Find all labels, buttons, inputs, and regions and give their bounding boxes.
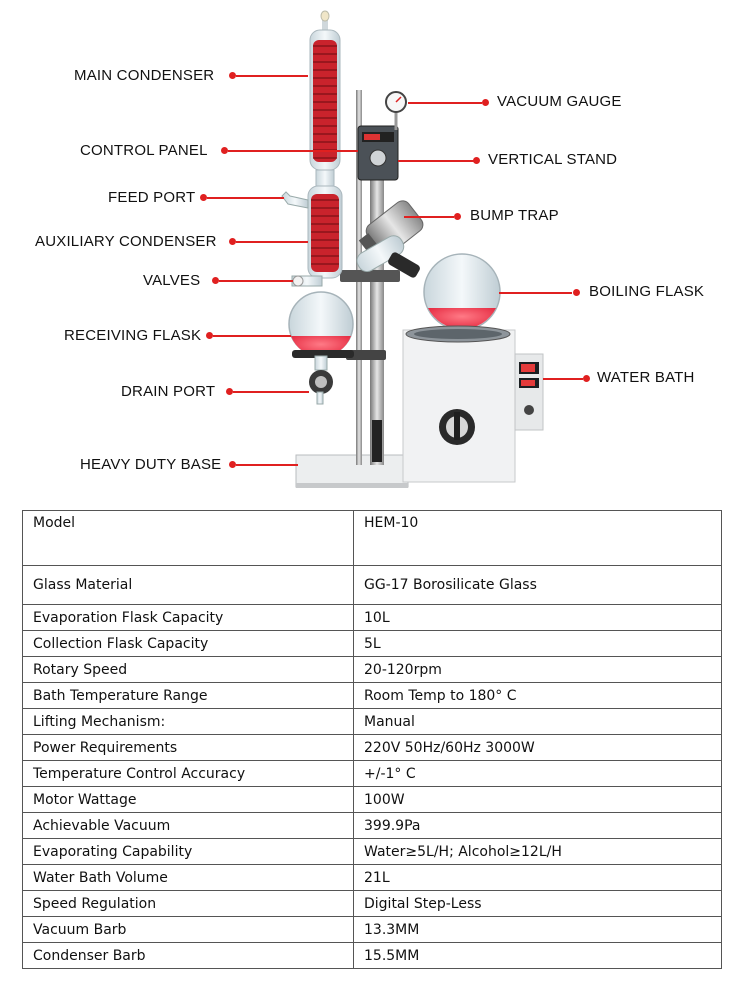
spec-value: 20-120rpm (354, 657, 722, 683)
specification-table (22, 510, 722, 969)
table-row (23, 891, 722, 917)
receiving-flask-leader (213, 335, 291, 337)
control-panel-marker (221, 147, 228, 154)
spec-key: Achievable Vacuum (23, 813, 354, 839)
spec-value: 13.3MM (354, 917, 722, 943)
spec-key: Water Bath Volume (23, 865, 354, 891)
heavy-duty-base (296, 455, 408, 487)
spec-key: Bath Temperature Range (23, 683, 354, 709)
water-bath-leader (543, 378, 583, 380)
spec-key: Vacuum Barb (23, 917, 354, 943)
auxiliary-condenser-leader (236, 241, 308, 243)
label-heavy-duty-base: HEAVY DUTY BASE (80, 456, 222, 473)
table-row (23, 735, 722, 761)
boiling-flask-leader (499, 292, 572, 294)
spec-value: Manual (354, 709, 722, 735)
vacuum-gauge-marker (482, 99, 489, 106)
spec-value: 15.5MM (354, 943, 722, 969)
table-row (23, 865, 722, 891)
vertical-stand-leader (398, 160, 474, 162)
main-condenser-marker (229, 72, 236, 79)
spec-key: Glass Material (23, 566, 354, 605)
spec-value: +/-1° C (354, 761, 722, 787)
label-water-bath: WATER BATH (597, 369, 695, 386)
spec-value: 5L (354, 631, 722, 657)
valves-marker (212, 277, 219, 284)
boiling-flask-marker (573, 289, 580, 296)
spec-value: 399.9Pa (354, 813, 722, 839)
label-drain-port: DRAIN PORT (121, 383, 216, 400)
table-row (23, 566, 722, 605)
table-row (23, 657, 722, 683)
label-boiling-flask: BOILING FLASK (589, 283, 705, 300)
table-row (23, 917, 722, 943)
table-row (23, 839, 722, 865)
label-feed-port: FEED PORT (108, 189, 196, 206)
table-row (23, 631, 722, 657)
spec-value: Water≥5L/H; Alcohol≥12L/H (354, 839, 722, 865)
table-row (23, 683, 722, 709)
label-valves: VALVES (143, 272, 201, 289)
table-row (23, 605, 722, 631)
spec-key: Evaporation Flask Capacity (23, 605, 354, 631)
label-auxiliary-condenser: AUXILIARY CONDENSER (35, 233, 217, 250)
heavy-duty-base-leader (236, 464, 298, 466)
drain-port-marker (226, 388, 233, 395)
spec-key: Evaporating Capability (23, 839, 354, 865)
spec-value: 220V 50Hz/60Hz 3000W (354, 735, 722, 761)
valves-leader (219, 280, 293, 282)
bump-trap-leader (404, 216, 454, 218)
control-panel-leader (228, 150, 358, 152)
label-main-condenser: MAIN CONDENSER (74, 67, 215, 84)
label-receiving-flask: RECEIVING FLASK (64, 327, 202, 344)
spec-key: Model (23, 511, 354, 566)
spec-value: Room Temp to 180° C (354, 683, 722, 709)
spec-value: GG-17 Borosilicate Glass (354, 566, 722, 605)
receiving-flask-marker (206, 332, 213, 339)
feed-port-marker (200, 194, 207, 201)
spec-value: 100W (354, 787, 722, 813)
spec-key: Power Requirements (23, 735, 354, 761)
table-row (23, 787, 722, 813)
main-condenser-leader (236, 75, 308, 77)
feed-port (282, 192, 308, 208)
auxiliary-condenser-marker (229, 238, 236, 245)
spec-key: Lifting Mechanism: (23, 709, 354, 735)
table-row (23, 761, 722, 787)
main-condenser-coil (313, 40, 337, 162)
label-control-panel: CONTROL PANEL (80, 142, 208, 159)
table-row (23, 511, 722, 566)
vertical-stand-marker (473, 157, 480, 164)
spec-key: Motor Wattage (23, 787, 354, 813)
spec-key: Collection Flask Capacity (23, 631, 354, 657)
spec-key: Rotary Speed (23, 657, 354, 683)
spec-key: Speed Regulation (23, 891, 354, 917)
water-bath (403, 330, 515, 482)
label-bump-trap: BUMP TRAP (470, 207, 559, 224)
spec-value: HEM-10 (354, 511, 722, 566)
drain-port-leader (233, 391, 309, 393)
spec-key: Temperature Control Accuracy (23, 761, 354, 787)
table-row (23, 813, 722, 839)
feed-port-leader (207, 197, 284, 199)
spec-key: Condenser Barb (23, 943, 354, 969)
label-vacuum-gauge: VACUUM GAUGE (497, 93, 622, 110)
table-row (23, 709, 722, 735)
heavy-duty-base-marker (229, 461, 236, 468)
bump-trap-marker (454, 213, 461, 220)
label-vertical-stand: VERTICAL STAND (488, 151, 618, 168)
spec-value: Digital Step-Less (354, 891, 722, 917)
spec-value: 10L (354, 605, 722, 631)
spec-value: 21L (354, 865, 722, 891)
table-row (23, 943, 722, 969)
water-bath-marker (583, 375, 590, 382)
vacuum-gauge-leader (408, 102, 482, 104)
